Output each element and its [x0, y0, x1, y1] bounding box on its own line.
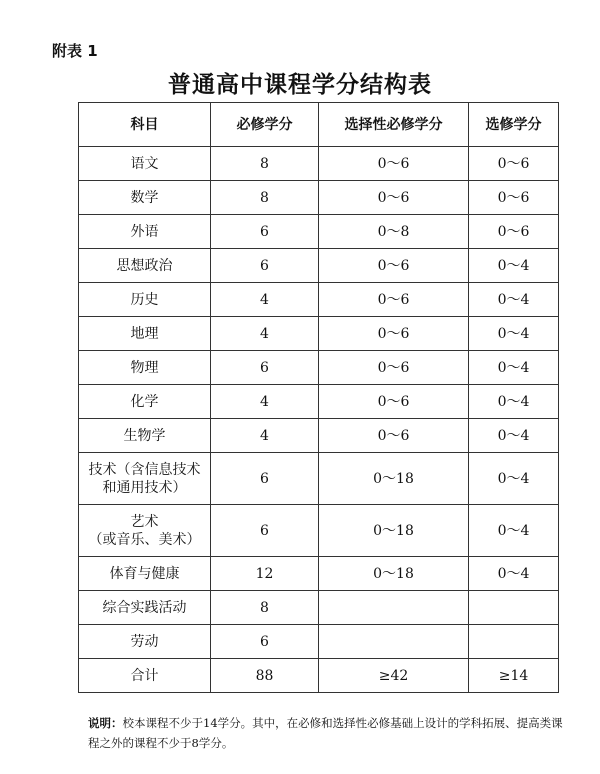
table-header-row — [79, 103, 559, 147]
table-row — [79, 453, 559, 505]
note-text: 校本课程不少于14学分。其中，在必修和选择性必修基础上设计的学科拓展、提高类课程之外的课程不少于8学分。 — [88, 716, 563, 750]
cell-selective: 0～6 — [319, 317, 469, 351]
cell-selective: 0～18 — [319, 505, 469, 557]
cell-required: 6 — [211, 249, 319, 283]
cell-elective: 0～4 — [469, 351, 559, 385]
cell-required: 6 — [211, 625, 319, 659]
cell-selective: 0～6 — [319, 181, 469, 215]
table-row — [79, 505, 559, 557]
cell-required: 8 — [211, 181, 319, 215]
cell-subject: 化学 — [79, 385, 211, 419]
cell-required: 88 — [211, 659, 319, 693]
note-label: 说明： — [88, 716, 123, 730]
cell-subject — [79, 505, 211, 557]
cell-required: 4 — [211, 419, 319, 453]
cell-required: 6 — [211, 505, 319, 557]
cell-elective: 0～4 — [469, 385, 559, 419]
table-row — [79, 625, 559, 659]
cell-elective: 0～4 — [469, 453, 559, 505]
cell-required: 8 — [211, 591, 319, 625]
header-required-credits: 必修学分 — [211, 103, 319, 147]
cell-elective: 0～4 — [469, 249, 559, 283]
header-subject: 科目 — [79, 103, 211, 147]
cell-subject: 历史 — [79, 283, 211, 317]
table-row — [79, 215, 559, 249]
table-row — [79, 557, 559, 591]
cell-selective: 0～6 — [319, 283, 469, 317]
cell-subject: 体育与健康 — [79, 557, 211, 591]
header-elective-credits: 选修学分 — [469, 103, 559, 147]
cell-selective — [319, 625, 469, 659]
cell-selective: 0～6 — [319, 385, 469, 419]
cell-elective: 0～4 — [469, 283, 559, 317]
cell-subject: 综合实践活动 — [79, 591, 211, 625]
cell-selective: 0～18 — [319, 557, 469, 591]
table-row — [79, 317, 559, 351]
cell-subject-line: 和通用技术） — [102, 479, 187, 496]
table-row — [79, 249, 559, 283]
cell-elective — [469, 591, 559, 625]
page-title: 普通高中课程学分结构表 — [168, 72, 432, 98]
table-row — [79, 283, 559, 317]
cell-required: 6 — [211, 453, 319, 505]
cell-elective — [469, 625, 559, 659]
cell-required: 4 — [211, 283, 319, 317]
table-row — [79, 147, 559, 181]
cell-subject-line: 技术（含信息技术 — [88, 461, 201, 478]
cell-selective: 0～6 — [319, 351, 469, 385]
cell-elective: 0～4 — [469, 419, 559, 453]
table-row — [79, 419, 559, 453]
cell-required: 4 — [211, 317, 319, 351]
table-row — [79, 181, 559, 215]
cell-subject-line: （或音乐、美术） — [88, 531, 201, 548]
table-total-row — [79, 659, 559, 693]
cell-subject: 思想政治 — [79, 249, 211, 283]
cell-selective: ≥42 — [319, 659, 469, 693]
cell-subject: 物理 — [79, 351, 211, 385]
cell-subject: 生物学 — [79, 419, 211, 453]
cell-required: 12 — [211, 557, 319, 591]
cell-selective: 0～6 — [319, 419, 469, 453]
table-row — [79, 351, 559, 385]
cell-subject: 地理 — [79, 317, 211, 351]
cell-subject-line: 艺术 — [130, 513, 159, 530]
credit-structure-table — [78, 102, 559, 693]
cell-required: 6 — [211, 215, 319, 249]
cell-subject: 合计 — [79, 659, 211, 693]
table-row — [79, 385, 559, 419]
cell-subject — [79, 453, 211, 505]
cell-elective: 0～4 — [469, 505, 559, 557]
cell-elective: 0～6 — [469, 147, 559, 181]
cell-selective: 0～6 — [319, 249, 469, 283]
cell-elective: ≥14 — [469, 659, 559, 693]
table-row — [79, 591, 559, 625]
cell-selective: 0～18 — [319, 453, 469, 505]
cell-required: 6 — [211, 351, 319, 385]
cell-elective: 0～6 — [469, 181, 559, 215]
table-note — [88, 713, 568, 753]
cell-subject: 劳动 — [79, 625, 211, 659]
cell-required: 8 — [211, 147, 319, 181]
cell-selective: 0～6 — [319, 147, 469, 181]
appendix-label: 附表 1 — [52, 42, 98, 60]
cell-selective: 0～8 — [319, 215, 469, 249]
cell-subject: 数学 — [79, 181, 211, 215]
cell-elective: 0～4 — [469, 557, 559, 591]
header-selective-required-credits: 选择性必修学分 — [319, 103, 469, 147]
cell-selective — [319, 591, 469, 625]
cell-elective: 0～6 — [469, 215, 559, 249]
cell-subject: 语文 — [79, 147, 211, 181]
cell-required: 4 — [211, 385, 319, 419]
cell-elective: 0～4 — [469, 317, 559, 351]
cell-subject: 外语 — [79, 215, 211, 249]
